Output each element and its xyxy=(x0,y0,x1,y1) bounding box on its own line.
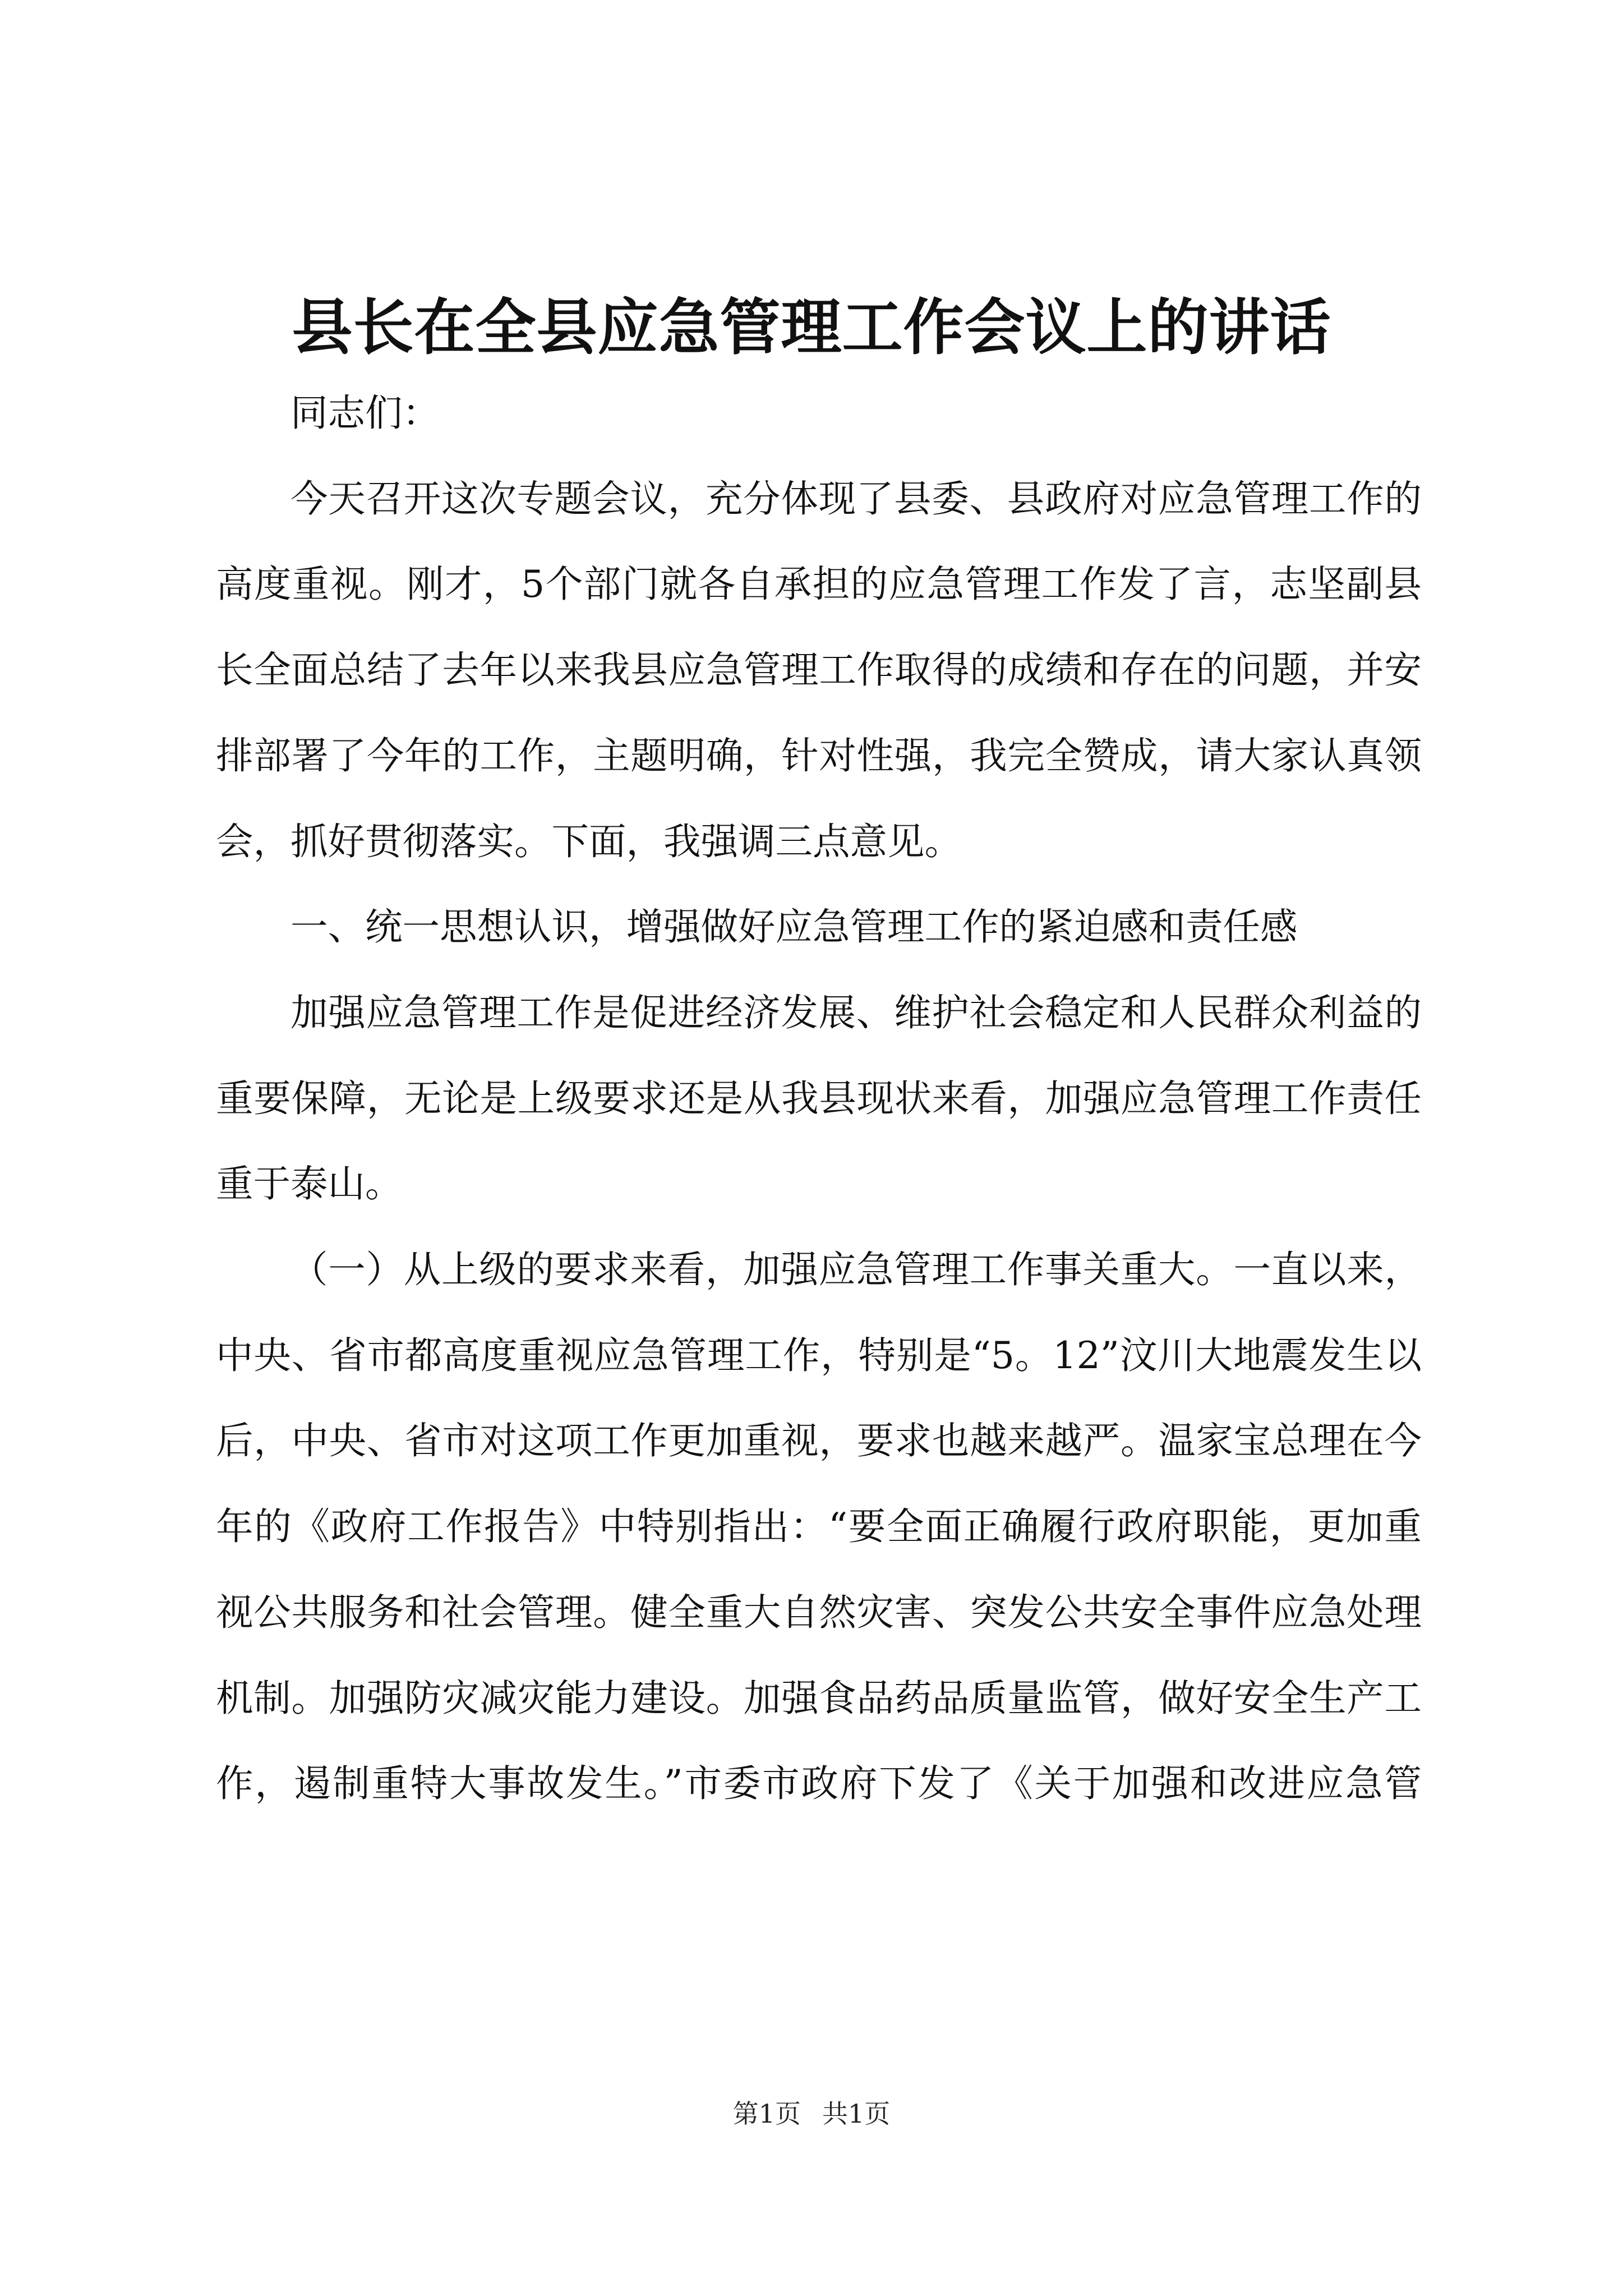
page-total: 共1页 xyxy=(822,2099,891,2129)
salutation: 同志们： xyxy=(291,391,440,435)
page-number: 第1页 xyxy=(732,2099,801,2129)
document-title: 县长在全县应急管理工作会议上的讲话 xyxy=(292,293,1331,363)
document-body xyxy=(216,370,1422,1826)
paragraph-subsection-1: （一）从上级的要求来看，加强应急管理工作事关重大。一直以来，中央、省市都高度重视应急管理工作，特别是“5。12”汶川大地震发生以后，中央、省市对这项工作更加重视，要求也越来越严。温家宝总理在今年的《政府工作报告》中特别指出：“要全面正确履行政府职能，更加重视公共服务和社会管理。健全重大自然灾害、突发公共安全事件应急处理机制。加强防灾减灾能力建设。加强食品药品质量监管，做好安全生产工作，遏制重特大事故发生。”市委市政府下发了《关于加强和改进应急管 xyxy=(216,1248,1422,1806)
paragraph-opening: 今天召开这次专题会议，充分体现了县委、县政府对应急管理工作的高度重视。刚才，5个部门就各自承担的应急管理工作发了言，志坚副县长全面总结了去年以来我县应急管理工作取得的成绩和存在的问题，并安排部署了今年的工作，主题明确，针对性强，我完全赞成，请大家认真领会，抓好贯彻落实。下面，我强调三点意见。 xyxy=(216,476,1422,863)
page-footer xyxy=(0,2097,1623,2131)
section-heading-1: 一、统一思想认识，增强做好应急管理工作的紧迫感和责任感 xyxy=(291,905,1298,949)
paragraph-importance: 加强应急管理工作是促进经济发展、维护社会稳定和人民群众利益的重要保障，无论是上级要求还是从我县现状来看，加强应急管理工作责任重于泰山。 xyxy=(216,990,1422,1206)
